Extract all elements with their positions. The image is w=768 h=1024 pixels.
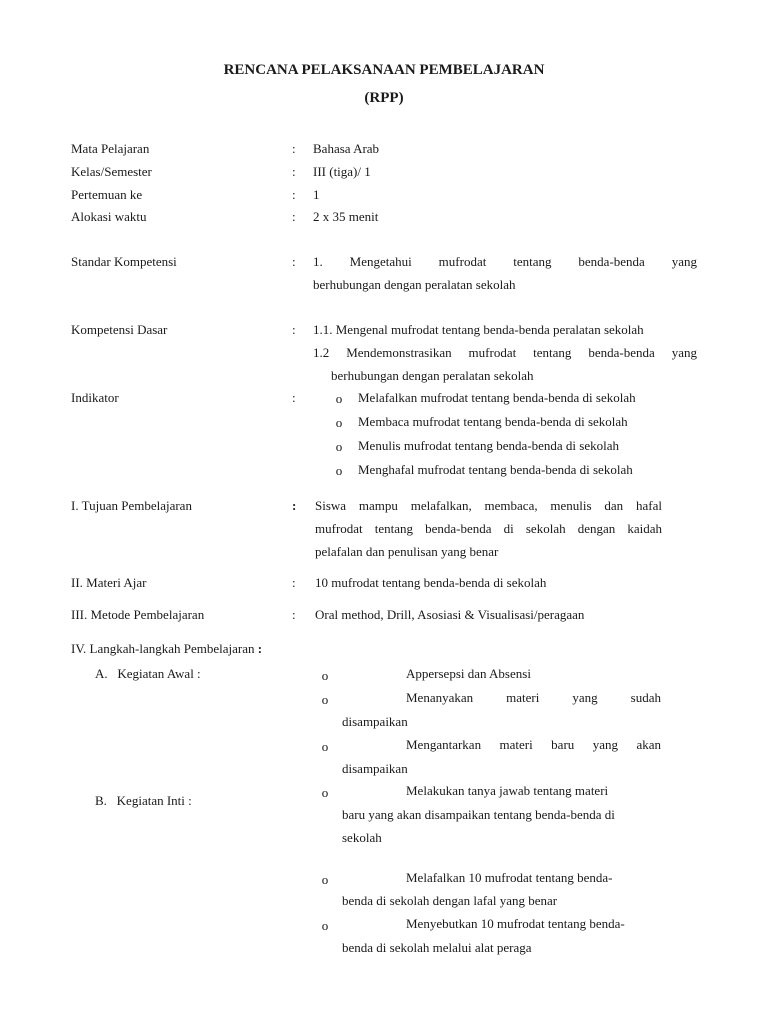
indikator-colon: : <box>292 390 296 405</box>
tujuan-line-3: pelafalan dan penulisan yang benar <box>315 544 499 559</box>
subject-colon: : <box>292 141 296 156</box>
kd-label: Kompetensi Dasar <box>71 322 168 337</box>
bullet-icon: o <box>321 739 329 754</box>
awal-item-1: Appersepsi dan Absensi <box>406 666 531 681</box>
bullet-icon: o <box>321 668 329 683</box>
langkah-colon: : <box>257 641 263 656</box>
metode-label: III. Metode Pembelajaran <box>71 607 205 622</box>
inti-item-1: Melafalkan 10 mufrodat tentang benda- <box>406 870 613 885</box>
document-subtitle: (RPP) <box>364 90 404 106</box>
kd-line-1: 1.1. Mengenal mufrodat tentang benda-benda peralatan sekolah <box>313 322 644 337</box>
subject-label: Mata Pelajaran <box>71 141 150 156</box>
class-colon: : <box>292 164 296 179</box>
inti-item-2-cont: benda di sekolah melalui alat peraga <box>342 940 532 955</box>
bullet-icon: o <box>335 439 343 454</box>
subject-value: Bahasa Arab <box>313 141 380 156</box>
bullet-icon: o <box>321 918 329 933</box>
awal-item-4-cont: baru yang akan disampaikan tentang benda-benda di <box>342 807 615 822</box>
time-label: Alokasi waktu <box>71 209 147 224</box>
indikator-item: Menghafal mufrodat tentang benda-benda di sekolah <box>358 462 633 477</box>
kd-line-2: 1.2 Mendemonstrasikan mufrodat tentang benda-benda yang <box>313 345 697 360</box>
sk-label: Standar Kompetensi <box>71 254 177 269</box>
tujuan-label: I. Tujuan Pembelajaran <box>71 498 192 513</box>
kegiatan-inti-label: B. Kegiatan Inti : <box>95 793 192 808</box>
document-title: RENCANA PELAKSANAAN PEMBELAJARAN <box>223 62 545 78</box>
indikator-item: Membaca mufrodat tentang benda-benda di sekolah <box>358 414 628 429</box>
meeting-value: 1 <box>313 187 320 202</box>
class-label: Kelas/Semester <box>71 164 152 179</box>
awal-item-4: Melakukan tanya jawab tentang materi <box>406 783 609 798</box>
kd-colon: : <box>292 322 296 337</box>
tujuan-line-2: mufrodat tentang benda-benda di sekolah dengan kaidah <box>315 521 662 536</box>
tujuan-colon: : <box>292 498 297 513</box>
bullet-icon: o <box>335 415 343 430</box>
metode-colon: : <box>292 607 296 622</box>
bullet-icon: o <box>335 391 343 406</box>
indikator-label: Indikator <box>71 390 119 405</box>
bullet-icon: o <box>321 872 329 887</box>
awal-item-2: Menanyakan materi yang sudah <box>406 690 661 705</box>
indikator-item: Melafalkan mufrodat tentang benda-benda di sekolah <box>358 390 636 405</box>
awal-item-3-cont: disampaikan <box>342 761 408 776</box>
awal-item-2-cont: disampaikan <box>342 714 408 729</box>
sk-line-2: berhubungan dengan peralatan sekolah <box>313 277 516 292</box>
meeting-label: Pertemuan ke <box>71 187 143 202</box>
inti-item-1-cont: benda di sekolah dengan lafal yang benar <box>342 893 558 908</box>
kegiatan-awal-label: A. Kegiatan Awal : <box>95 666 201 681</box>
materi-colon: : <box>292 575 296 590</box>
awal-item-3: Mengantarkan materi baru yang akan <box>406 737 661 752</box>
langkah-heading <box>71 641 262 657</box>
sk-colon: : <box>292 254 296 269</box>
materi-label: II. Materi Ajar <box>71 575 147 590</box>
tujuan-line-1: Siswa mampu melafalkan, membaca, menulis dan hafal <box>315 498 662 513</box>
time-value: 2 x 35 menit <box>313 209 379 224</box>
metode-value: Oral method, Drill, Asosiasi & Visualisasi/peragaan <box>315 607 585 622</box>
materi-value: 10 mufrodat tentang benda-benda di sekolah <box>315 575 547 590</box>
bullet-icon: o <box>335 463 343 478</box>
bullet-icon: o <box>321 692 329 707</box>
meeting-colon: : <box>292 187 296 202</box>
bullet-icon: o <box>321 785 329 800</box>
sk-line-1: 1. Mengetahui mufrodat tentang benda-benda yang <box>313 254 697 269</box>
langkah-label: IV. Langkah-langkah Pembelajaran <box>71 641 255 656</box>
indikator-item: Menulis mufrodat tentang benda-benda di sekolah <box>358 438 620 453</box>
kd-line-3: berhubungan dengan peralatan sekolah <box>331 368 534 383</box>
awal-item-4-cont-2: sekolah <box>342 830 382 845</box>
inti-item-2: Menyebutkan 10 mufrodat tentang benda- <box>406 916 625 931</box>
class-value: III (tiga)/ 1 <box>313 164 371 179</box>
time-colon: : <box>292 209 296 224</box>
